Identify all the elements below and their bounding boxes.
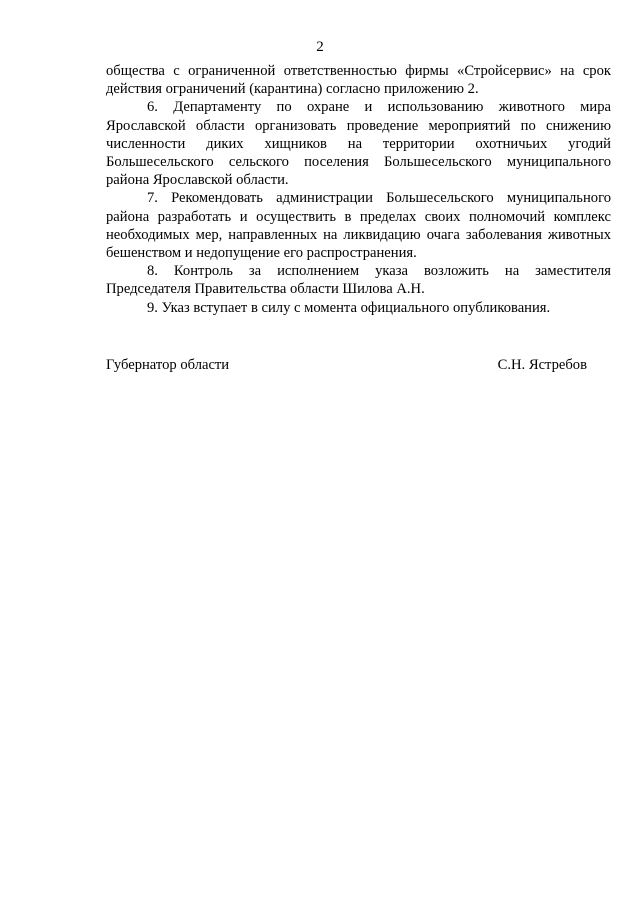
- paragraph-continuation: общества с ограниченной ответственностью фирмы «Стройсервис» на срок действия ограничений (карантина) согласно приложению 2.: [106, 63, 611, 98]
- paragraph-item-6: 6. Департаменту по охране и использованию животного мира Ярославской области организовать проведение мероприятий по снижению численности диких хищников на территории охотничьих угодий Большесельского сельского поселения Большесельского муниципального района Ярославской области.: [106, 99, 611, 189]
- signature-block: [106, 356, 611, 376]
- paragraph-item-8: 8. Контроль за исполнением указа возложить на заместителя Председателя Правительства области Шилова А.Н.: [106, 263, 611, 298]
- signatory-position: Губернатор области: [106, 357, 230, 373]
- signatory-name: С.Н. Ястребов: [497, 357, 587, 373]
- paragraph-item-9: 9. Указ вступает в силу с момента официального опубликования.: [147, 299, 551, 316]
- page-number: 2: [316, 39, 324, 55]
- document-body: [106, 62, 611, 317]
- paragraph-item-7: 7. Рекомендовать администрации Большесельского муниципального района разработать и осуществить в пределах своих полномочий комплекс необходимых мер, направленных на ликвидацию очага заболевания животных бешенством и недопущение его распространения.: [106, 190, 611, 262]
